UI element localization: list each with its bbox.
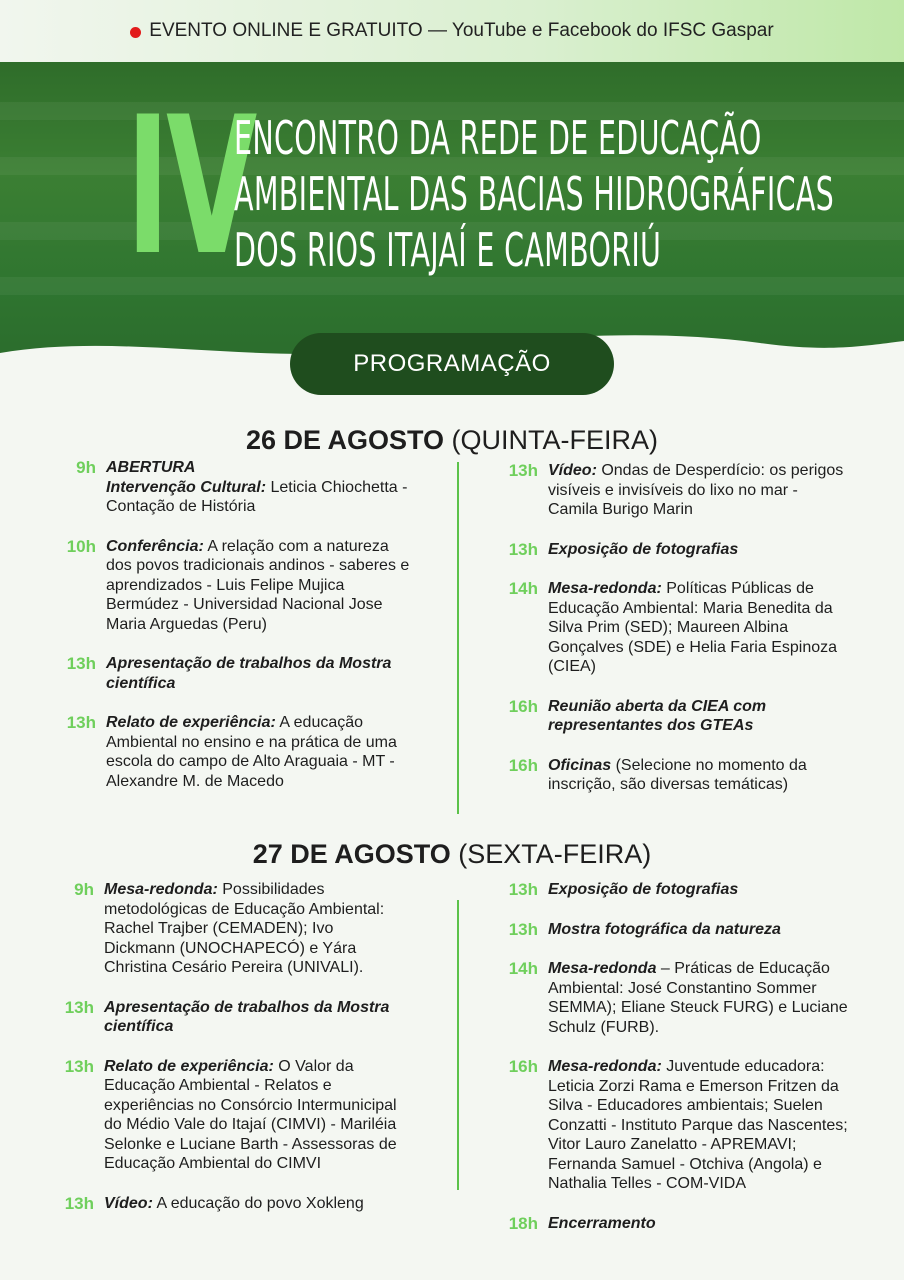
entry-line [104, 1194, 408, 1214]
entry-time: 18h [508, 1213, 538, 1233]
entry-description: Leticia Chiochetta - Contação de História [106, 478, 408, 515]
entry-description: Juventude educadora: Leticia Zorzi Rama e Emerson Fritzen da Silva - Educadores ambientais; Suelen Conzatti - Instituto Parque das Nascentes; Vitor Lauro Zanelatto - APREMAVI; Fernanda Samuel - Otchiva (Angola) e Nathalia Telles - COM-VIDA [548, 1058, 848, 1192]
entry-text [548, 697, 852, 736]
schedule-entry [492, 756, 852, 795]
schedule-entry [48, 1194, 408, 1214]
entry-activity-type: Apresentação de trabalhos da Mostra científica [104, 998, 390, 1035]
entry-activity-type: Exposição de fotografias [548, 540, 739, 558]
day2-right-column [492, 880, 852, 1253]
entry-text [548, 959, 852, 1037]
day1-left-column [50, 458, 410, 811]
entry-line [548, 579, 852, 677]
entry-activity-type: Mesa-redonda: [548, 580, 662, 597]
entry-time: 9h [76, 458, 96, 477]
schedule-entry [492, 880, 852, 900]
entry-time: 13h [66, 713, 96, 732]
entry-activity-type: Mesa-redonda [548, 960, 657, 977]
entry-time: 13h [64, 1193, 94, 1213]
entry-text [104, 1194, 408, 1214]
entry-activity-type: Apresentação de trabalhos da Mostra científica [106, 655, 392, 692]
entry-description: O Valor da Educação Ambiental - Relatos e experiências no Consórcio Intermunicipal do Médio Vale do Itajaí (CIMVI) - Mariléia Selonke e Luciane Barth - Assessoras de Educação Ambiental do CIMVI [104, 1057, 397, 1172]
entry-line [104, 998, 408, 1037]
entry-title: ABERTURA [106, 459, 196, 476]
entry-line [548, 756, 852, 795]
schedule-entry [492, 1057, 852, 1194]
entry-time: 16h [508, 755, 538, 775]
day2-left-column [48, 880, 408, 1233]
entry-time: 10h [66, 536, 96, 556]
event-title [234, 110, 834, 278]
schedule-entry [492, 579, 852, 677]
entry-text [106, 713, 410, 791]
entry-description: Ondas de Desperdício: os perigos visíveis e invisíveis do lixo no mar - Camila Burigo Marin [548, 462, 844, 518]
entry-time: 13h [508, 919, 538, 939]
entry-activity-type: Exposição de fotografias [548, 881, 739, 898]
schedule-entry [492, 920, 852, 940]
entry-time: 9h [74, 880, 94, 899]
schedule-entry [50, 458, 410, 517]
day-weekday: (SEXTA-FEIRA) [458, 839, 652, 869]
entry-time: 14h [508, 959, 538, 978]
entry-time: 13h [64, 997, 94, 1017]
entry-text [548, 920, 852, 940]
entry-line [104, 880, 408, 978]
entry-line [548, 920, 852, 940]
entry-line [548, 461, 852, 520]
entry-time: 13h [64, 1056, 94, 1076]
entry-time: 16h [508, 696, 538, 716]
entry-line [548, 540, 852, 560]
entry-line [548, 880, 852, 900]
entry-activity-type: Relato de experiência: [106, 714, 276, 731]
entry-activity-type: Conferência: [106, 537, 204, 555]
entry-description: A educação do povo Xokleng [152, 1194, 364, 1212]
event-banner-text: EVENTO ONLINE E GRATUITO — YouTube e Facebook do IFSC Gaspar [149, 20, 774, 41]
schedule-entry [50, 537, 410, 635]
event-title-line: ENCONTRO DA REDE DE EDUCAÇÃO [234, 111, 762, 165]
entry-text [106, 654, 410, 693]
entry-activity-type: Vídeo: [548, 462, 597, 479]
live-dot-icon [130, 27, 141, 38]
entry-activity-type: Mesa-redonda: [548, 1058, 662, 1075]
entry-line [106, 654, 410, 693]
entry-time: 13h [508, 461, 538, 480]
entry-time: 14h [508, 579, 538, 598]
entry-line [104, 1057, 408, 1174]
schedule-entry [492, 461, 852, 520]
entry-line [106, 713, 410, 791]
entry-text [104, 1057, 408, 1174]
entry-text [548, 1057, 852, 1194]
entry-text [548, 540, 852, 560]
schedule-entry [48, 1057, 408, 1174]
event-title-line: DOS RIOS ITAJAÍ E CAMBORIÚ [234, 223, 662, 277]
entry-text [106, 458, 410, 517]
entry-line [548, 1057, 852, 1194]
schedule-entry [50, 654, 410, 693]
entry-line [548, 1214, 852, 1234]
entry-activity-type: Reunião aberta da CIEA com representantes dos GTEAs [548, 697, 767, 734]
entry-activity-type: Vídeo: [104, 1194, 153, 1212]
entry-text [548, 756, 852, 795]
entry-text [548, 880, 852, 900]
entry-description: A relação com a natureza dos povos tradicionais andinos - saberes e aprendizados - Luis Felipe Mujica Bermúdez - Universidad Nacional Jose Maria Arguedas (Peru) [106, 537, 410, 633]
program-label: PROGRAMAÇÃO [290, 333, 614, 395]
entry-line [548, 697, 852, 736]
entry-activity-type: Oficinas [548, 756, 612, 774]
day-heading [0, 425, 904, 456]
column-divider [457, 900, 459, 1190]
schedule-entry [50, 713, 410, 791]
edition-numeral: IV [126, 76, 254, 297]
entry-description: A educação Ambiental no ensino e na prática de uma escola do campo de Alto Araguaia - MT - Alexandre M. de Macedo [106, 714, 397, 790]
entry-description: Possibilidades metodológicas de Educação Ambiental: Rachel Trajber (CEMADEN); Ivo Dickmann (UNOCHAPECÓ) e Yára Christina Cesário Pereira (UNIVALI). [104, 881, 385, 976]
entry-activity-type: Mostra fotográfica da natureza [548, 920, 781, 938]
entry-time: 16h [508, 1057, 538, 1076]
entry-text [548, 461, 852, 520]
entry-text [548, 1214, 852, 1234]
schedule-entry [492, 1214, 852, 1234]
entry-description: (Selecione no momento da inscrição, são diversas temáticas) [548, 756, 807, 793]
entry-text [548, 579, 852, 677]
day-date: 27 DE AGOSTO [252, 839, 451, 869]
schedule-entry [48, 998, 408, 1037]
entry-time: 13h [508, 539, 538, 559]
entry-description: – Práticas de Educação Ambiental: José Constantino Sommer SEMMA); Eliane Steuck FURG) e Luciane Schulz (FURB). [548, 960, 848, 1036]
schedule-entry [48, 880, 408, 978]
entry-text [104, 998, 408, 1037]
day-heading [0, 839, 904, 870]
entry-line [106, 537, 410, 635]
entry-time: 13h [66, 654, 96, 673]
entry-text [106, 537, 410, 635]
event-title-line: AMBIENTAL DAS BACIAS HIDROGRÁFICAS [234, 167, 835, 221]
entry-line [106, 478, 410, 517]
event-banner [0, 0, 904, 62]
entry-activity-type: Intervenção Cultural: [106, 478, 267, 496]
day1-right-column [492, 461, 852, 815]
entry-description: Políticas Públicas de Educação Ambiental: Maria Benedita da Silva Prim (SED); Maureen Albina Gonçalves (SDE) e Helia Faria Espinoza (CIEA) [548, 580, 838, 675]
entry-line [548, 959, 852, 1037]
column-divider [457, 462, 459, 814]
entry-time: 13h [508, 880, 538, 899]
entry-activity-type: Encerramento [548, 1214, 656, 1232]
entry-activity-type: Relato de experiência: [104, 1057, 274, 1075]
entry-activity-type: Mesa-redonda: [104, 881, 218, 898]
day-weekday: (QUINTA-FEIRA) [451, 425, 659, 455]
entry-text [104, 880, 408, 978]
schedule-entry [492, 959, 852, 1037]
schedule-entry [492, 697, 852, 736]
day-date: 26 DE AGOSTO [245, 425, 445, 455]
schedule-entry [492, 540, 852, 560]
